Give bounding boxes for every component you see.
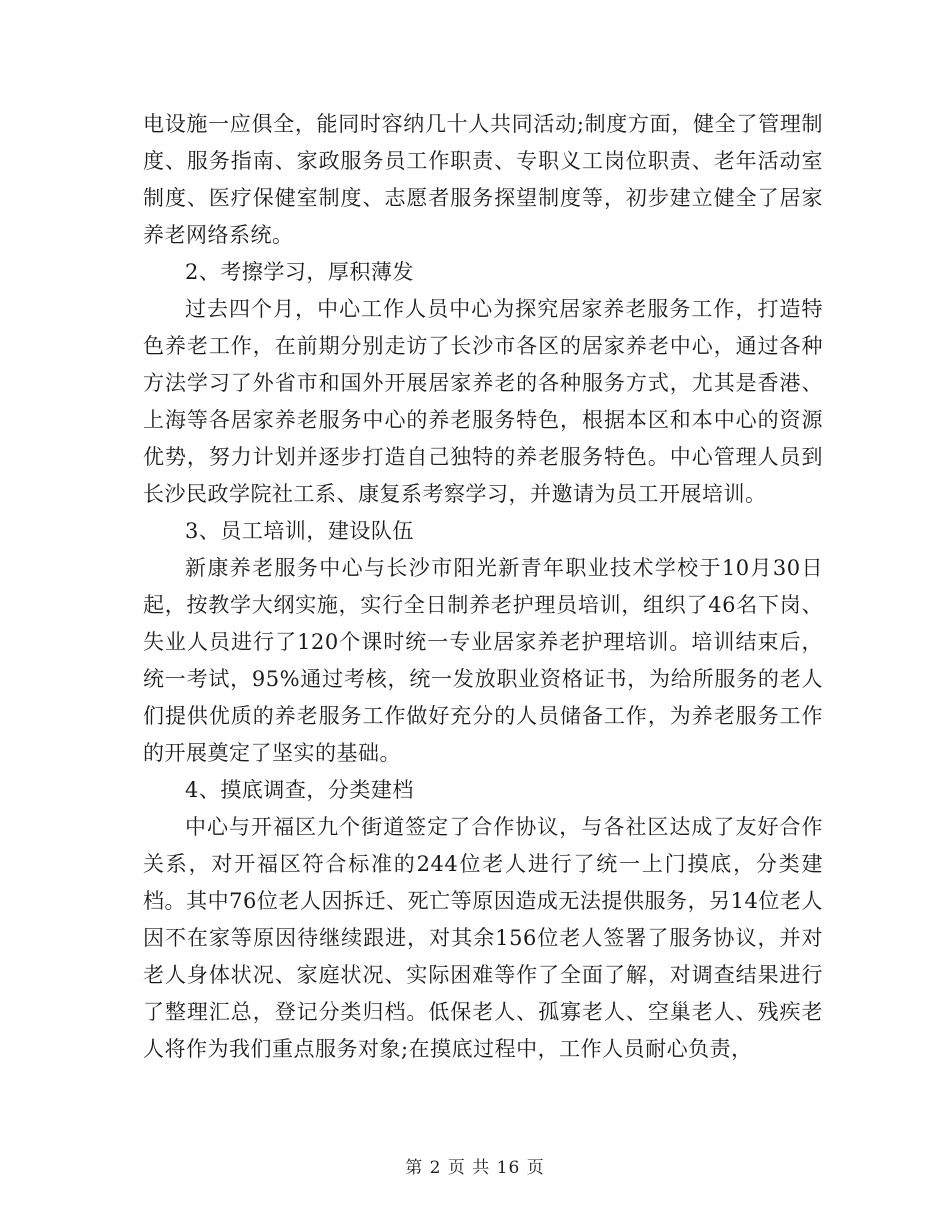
section-heading-training: 3、员工培训，建设队伍 bbox=[185, 519, 414, 543]
paragraph-survey: 中心与开福区九个街道签定了合作协议，与各社区达成了友好合作关系，对开福区符合标准的244位老人进行了统一上门摸底，分类建档。其中76位老人因拆迁、死亡等原因造成无法提供服务，另14位老人因不在家等原因待继续跟进，对其余156位老人签署了服务协议，并对老人身体状况、家庭状况、实际困难等作了全面了解，对调查结果进行了整理汇总，登记分类归档。低保老人、孤寡老人、空巢老人、残疾老人将作为我们重点服务对象;在摸底过程中，工作人员耐心负责， bbox=[143, 815, 823, 1061]
paragraph-training: 新康养老服务中心与长沙市阳光新青年职业技术学校于10月30日起，按教学大纲实施，实行全日制养老护理员培训，组织了46名下岗、失业人员进行了120个课时统一专业居家养老护理培训。培训结束后，统一考试，95%通过考核，统一发放职业资格证书，为给所服务的老人们提供优质的养老服务工作做好充分的人员储备工作，为养老服务工作的开展奠定了坚实的基础。 bbox=[143, 556, 823, 765]
paragraph-study: 过去四个月，中心工作人员中心为探究居家养老服务工作，打造特色养老工作，在前期分别走访了长沙市各区的居家养老中心，通过各种方法学习了外省市和国外开展居家养老的各种服务方式，尤其是香港、上海等各居家养老服务中心的养老服务特色，根据本区和本中心的资源优势，努力计划并逐步打造自己独特的养老服务特色。中心管理人员到长沙民政学院社工系、康复系考察学习，并邀请为员工开展培训。 bbox=[143, 297, 823, 506]
section-heading-survey: 4、摸底调查，分类建档 bbox=[185, 778, 414, 802]
section-heading-study: 2、考擦学习，厚积薄发 bbox=[185, 260, 414, 284]
document-body bbox=[143, 106, 823, 1068]
paragraph-facilities: 电设施一应俱全，能同时容纳几十人共同活动;制度方面，健全了管理制度、服务指南、家政服务员工作职责、专职义工岗位职责、老年活动室制度、医疗保健室制度、志愿者服务探望制度等，初步建立健全了居家养老网络系统。 bbox=[143, 112, 823, 247]
page-number-footer: 第 2 页 共 16 页 bbox=[405, 1158, 545, 1178]
